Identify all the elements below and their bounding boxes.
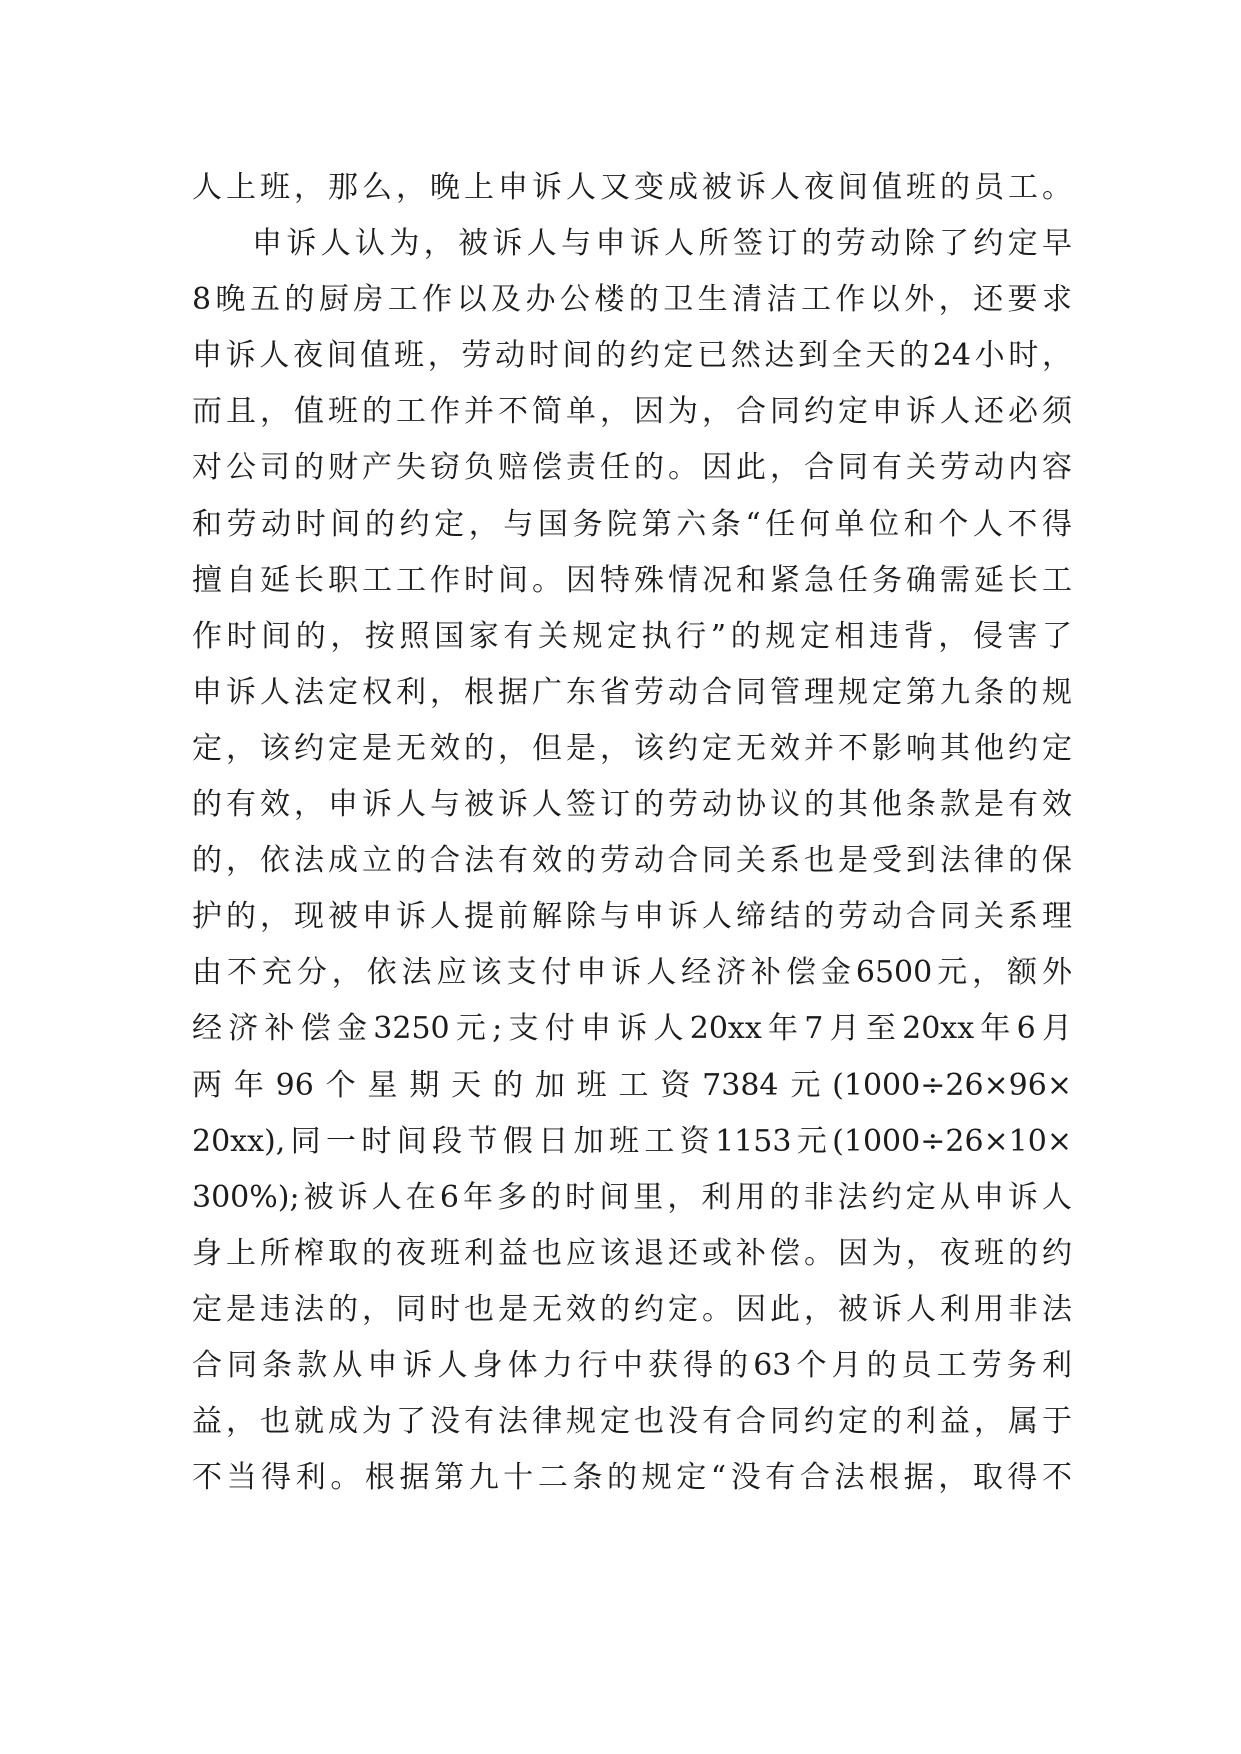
text-line: 护的，现被申诉人提前解除与申诉人缔结的劳动合同关系理 bbox=[192, 899, 1072, 935]
text-line: 对公司的财产失窃负赔偿责任的。因此，合同有关劳动内容 bbox=[192, 450, 1072, 486]
text-line: 的有效，申诉人与被诉人签订的劳动协议的其他条款是有效 bbox=[192, 787, 1072, 823]
text-line: 20xx),同一时间段节假日加班工资1153元(1000÷26×10× bbox=[192, 1123, 1072, 1159]
text-line: 8晚五的厨房工作以及办公楼的卫生清洁工作以外，还要求 bbox=[192, 282, 1072, 318]
text-line: 擅自延长职工工作时间。因特殊情况和紧急任务确需延长工 bbox=[192, 562, 1072, 598]
text-line: 经济补偿金3250元;支付申诉人20xx年7月至20xx年6月 bbox=[192, 1011, 1072, 1047]
text-line: 申诉人法定权利，根据广东省劳动合同管理规定第九条的规 bbox=[192, 674, 1072, 710]
text-line: 定是违法的，同时也是无效的约定。因此，被诉人利用非法 bbox=[192, 1291, 1072, 1327]
text-line: 两年96个星期天的加班工资7384元(1000÷26×96× bbox=[192, 1067, 1072, 1103]
text-line: 的，依法成立的合法有效的劳动合同关系也是受到法律的保 bbox=[192, 843, 1072, 879]
body-text bbox=[192, 160, 1072, 1506]
paragraph-first-line: 申诉人认为，被诉人与申诉人所签订的劳动除了约定早 bbox=[252, 226, 1072, 262]
text-line: 申诉人夜间值班，劳动时间的约定已然达到全天的24小时， bbox=[192, 338, 1072, 374]
text-line: 300%);被诉人在6年多的时间里，利用的非法约定从申诉人 bbox=[192, 1179, 1072, 1215]
text-line: 人上班，那么，晚上申诉人又变成被诉人夜间值班的员工。 bbox=[192, 170, 1072, 205]
text-line: 作时间的，按照国家有关规定执行”的规定相违背，侵害了 bbox=[192, 618, 1072, 654]
text-line: 不当得利。根据第九十二条的规定“没有合法根据，取得不 bbox=[192, 1460, 1072, 1496]
text-line: 和劳动时间的约定，与国务院第六条“任何单位和个人不得 bbox=[192, 506, 1072, 542]
text-line: 身上所榨取的夜班利益也应该退还或补偿。因为，夜班的约 bbox=[192, 1235, 1072, 1271]
text-line: 而且，值班的工作并不简单，因为，合同约定申诉人还必须 bbox=[192, 394, 1072, 430]
text-line: 定，该约定是无效的，但是，该约定无效并不影响其他约定 bbox=[192, 730, 1072, 766]
text-line: 合同条款从申诉人身体力行中获得的63个月的员工劳务利 bbox=[192, 1347, 1072, 1383]
text-line: 由不充分，依法应该支付申诉人经济补偿金6500元，额外 bbox=[192, 955, 1072, 991]
text-line: 益，也就成为了没有法律规定也没有合同约定的利益，属于 bbox=[192, 1404, 1072, 1440]
